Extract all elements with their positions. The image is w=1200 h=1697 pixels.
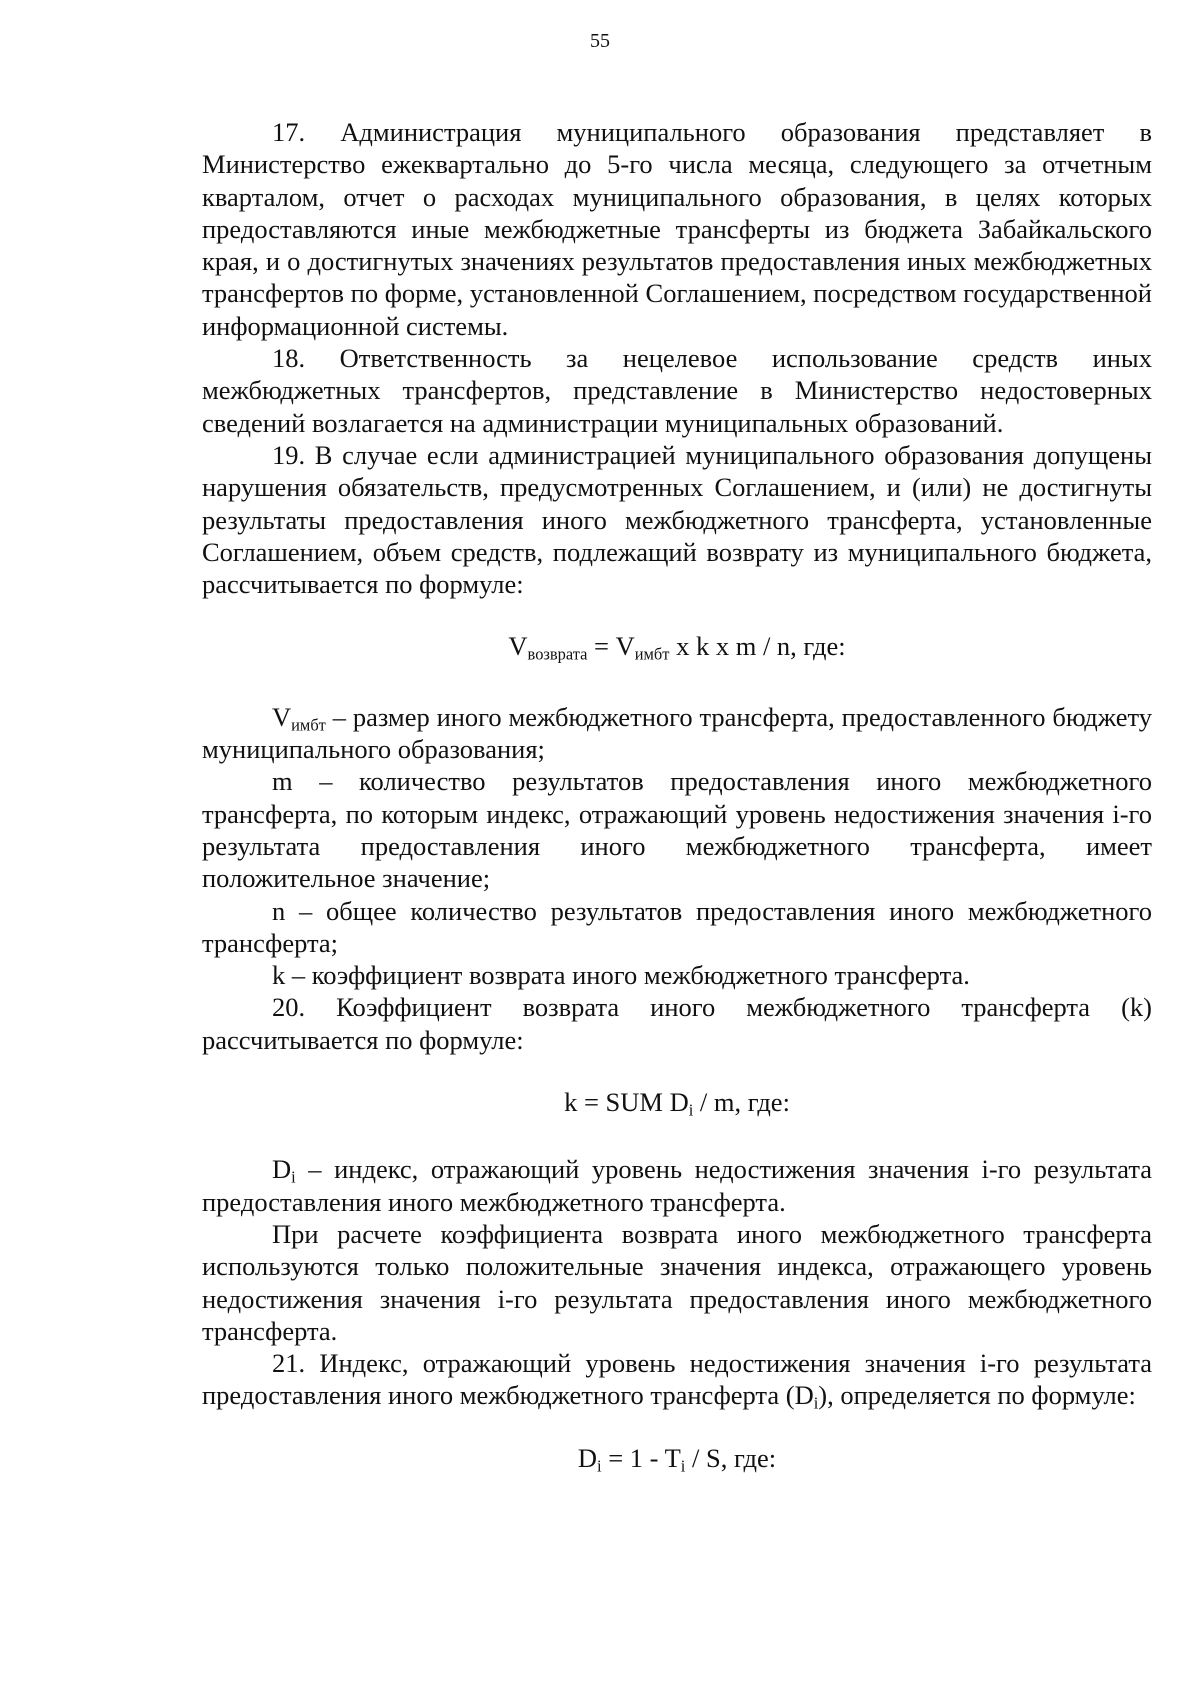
definition-vimbt: [202, 701, 1152, 766]
definition-di-text: – индекс, отражающий уровень недостижения значения i-го результата предоставления иного межбюджетного трансферта.: [202, 1154, 1152, 1217]
formula-d-rest: / S, где:: [685, 1442, 777, 1473]
paragraph-21-symbol-i: i: [813, 1393, 819, 1413]
formula-v2: V: [615, 631, 635, 662]
paragraph-19: 19. В случае если администрацией муниципального образования допущены нарушения обязательств, предусмотренных Соглашением, и (или) не достигнуты результаты предоставления иного межбюджетного трансферта, установленные Соглашением, объем средств, подлежащий возврату из муниципального бюджета, рассчитывается по формуле:: [202, 439, 1152, 600]
symbol-d: D: [272, 1154, 292, 1185]
symbol-v: V: [272, 701, 292, 732]
paragraph-21-tail: ), определяется по формуле:: [818, 1380, 1136, 1411]
formula-d-mid: = 1 - T: [601, 1442, 681, 1473]
paragraph-18: 18. Ответственность за нецелевое использование средств иных межбюджетных трансфертов, представление в Министерство недостоверных сведений возлагается на администрации муниципальных образований.: [202, 343, 1152, 438]
formula-return-volume: [202, 630, 1152, 665]
formula-t-subscript: i: [680, 1456, 686, 1476]
document-body: [202, 116, 1152, 1474]
definition-vimbt-text: – размер иного межбюджетного трансферта, предоставленного бюджету муниципального образования;: [202, 701, 1152, 765]
paragraph-21-text: 21. Индекс, отражающий уровень недостижения значения i-го результата предоставления иного межбюджетного трансферта (: [202, 1348, 1152, 1411]
formula-k-subscript: i: [688, 1100, 694, 1120]
definition-m: m – количество результатов предоставления иного межбюджетного трансферта, по которым индекс, отражающий уровень недостижения значения i-го результата предоставления иного межбюджетного трансферта, имеет положительное значение;: [202, 766, 1152, 894]
formula-k-rest: / m, где:: [693, 1087, 790, 1118]
paragraph-17: 17. Администрация муниципального образования представляет в Министерство ежеквартально до 5-го числа месяца, следующего за отчетным кварталом, отчет о расходах муниципального образования, в целях которых предоставляются иные межбюджетные трансферты из бюджета Забайкальского края, и о достигнутых значениях результатов предоставления иных межбюджетных трансфертов по форме, установленной Соглашением, посредством государственной информационной системы.: [202, 117, 1152, 341]
page-number: 55: [590, 30, 610, 52]
formula-rest: x k x m / n, где:: [669, 631, 846, 662]
paragraph-21-symbol-d: D: [794, 1380, 814, 1411]
formula-equals: =: [587, 631, 616, 662]
formula-coefficient-k: [202, 1086, 1152, 1118]
paragraph-20: 20. Коэффициент возврата иного межбюджетного трансферта (k) рассчитывается по формуле:: [202, 992, 1152, 1055]
paragraph-21: [202, 1347, 1152, 1412]
formula-v: V: [508, 631, 528, 662]
symbol-i-subscript: i: [291, 1167, 296, 1187]
formula-v2-subscript: имбт: [634, 645, 670, 665]
formula-d-subscript: i: [596, 1456, 602, 1476]
formula-d: D: [577, 1442, 597, 1473]
formula-index-di: [202, 1442, 1152, 1474]
symbol-imbt-subscript: имбт: [291, 715, 326, 735]
definition-n: n – общее количество результатов предоставления иного межбюджетного трансферта;: [202, 895, 1152, 958]
paragraph-note: При расчете коэффициента возврата иного межбюджетного трансферта используются только положительные значения индекса, отражающего уровень недостижения значения i-го результата предоставления иного межбюджетного трансферта.: [202, 1218, 1152, 1346]
formula-v-subscript: возврата: [527, 645, 588, 665]
formula-k-lhs: k = SUM D: [564, 1087, 689, 1118]
definition-k: k – коэффициент возврата иного межбюджетного трансферта.: [272, 960, 970, 991]
definition-di: [202, 1153, 1152, 1218]
